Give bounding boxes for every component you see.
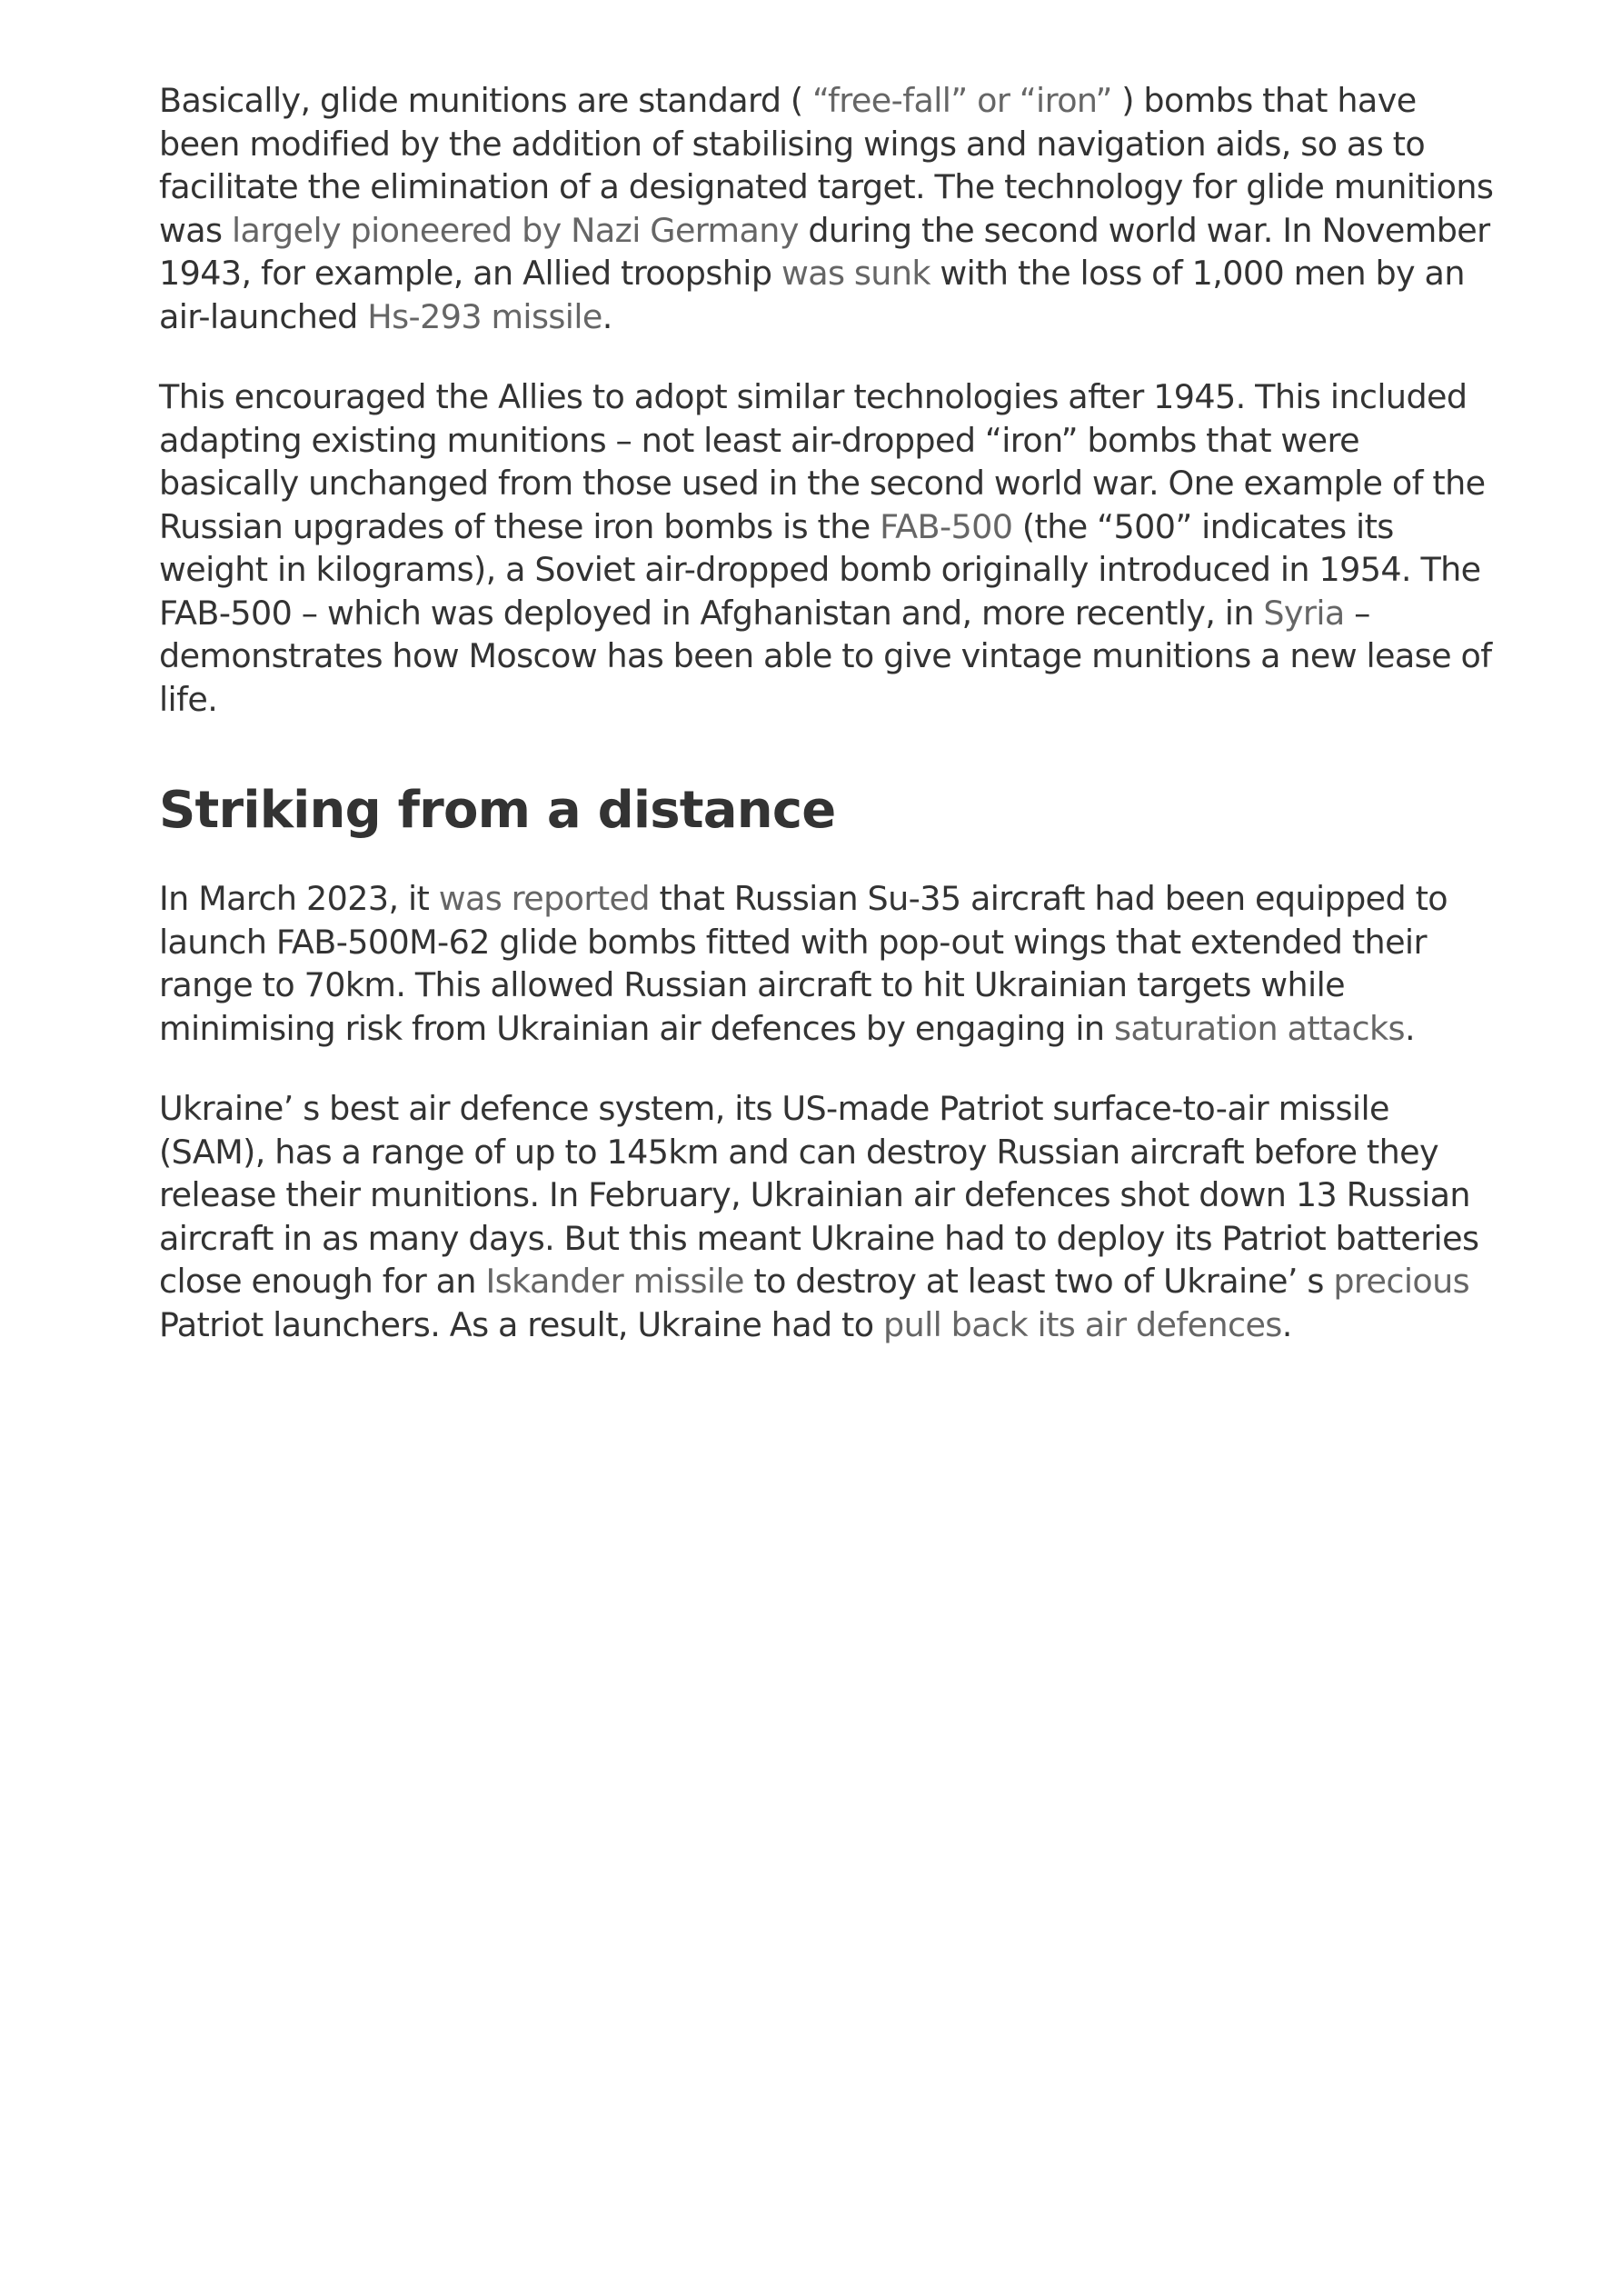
article-paragraph	[159, 375, 1504, 721]
paragraph-text: during the second world war. In November 1943, for example, an Allied troopship	[159, 210, 1490, 293]
paragraphs-after-heading	[159, 877, 1504, 1346]
inline-link[interactable]: Hs-293 missile	[367, 296, 602, 336]
inline-link[interactable]: FAB-500	[880, 506, 1013, 546]
paragraph-text: This encouraged the Allies to adopt similar technologies after 1945. This included adapting existing munitions – not least air-dropped “iron” bombs that were basically unchanged from those used in the second world war. One example of the Russian upgrades of these iron bombs is the	[159, 377, 1486, 546]
paragraph-text: (the “500” indicates its weight in kilograms), a Soviet air-dropped bomb originally introduced in 1954. The FAB-500 – which was deployed in Afghanistan and, more recently, in	[159, 506, 1481, 633]
article-paragraph	[159, 1087, 1504, 1346]
paragraph-text: with the loss of 1,000 men by an air-launched	[159, 254, 1465, 336]
paragraph-text: .	[602, 296, 612, 336]
inline-link[interactable]: saturation attacks	[1113, 1008, 1405, 1048]
paragraph-text: that Russian Su-35 aircraft had been equipped to launch FAB-500M-62 glide bombs fitted with pop-out wings that extended their range to 70km. This allowed Russian aircraft to hit Ukrainian targets while minimising risk from Ukrainian air defences by engaging in	[159, 879, 1448, 1048]
inline-link[interactable]: was sunk	[781, 254, 930, 293]
paragraph-text: Basically, glide munitions are standard (	[159, 81, 813, 120]
article-paragraph	[159, 79, 1504, 338]
paragraph-text: – demonstrates how Moscow has been able to give vintage munitions a new lease of life.	[159, 593, 1492, 719]
section-heading: Striking from a distance	[159, 781, 836, 840]
article-paragraph	[159, 877, 1504, 1050]
paragraph-text: ) bombs that have been modified by the addition of stabilising wings and navigation aids, so as to facilitate the elimination of a designated target. The technology for glide munitions was	[159, 81, 1494, 250]
inline-link[interactable]: precious	[1333, 1262, 1470, 1301]
inline-link[interactable]: Iskander missile	[485, 1262, 744, 1301]
paragraph-text: .	[1281, 1304, 1292, 1344]
paragraph-text: In March 2023, it	[159, 879, 439, 918]
inline-link[interactable]: largely pioneered by Nazi Germany	[231, 210, 799, 250]
article-body	[159, 79, 1504, 1383]
paragraphs-before-heading	[159, 79, 1504, 721]
inline-link[interactable]: Syria	[1263, 593, 1345, 633]
paragraph-text: Ukraine’ s best air defence system, its US-made Patriot surface-to-air missile (SAM), has a range of up to 145km and can destroy Russian aircraft before they release their munitions. In February, Ukrainian air defences shot down 13 Russian aircraft in as many days. But this meant Ukraine had to deploy its Patriot batteries close enough for an	[159, 1089, 1479, 1301]
paragraph-text: to destroy at least two of Ukraine’ s	[743, 1262, 1334, 1301]
paragraph-text: .	[1404, 1008, 1415, 1048]
paragraph-text: Patriot launchers. As a result, Ukraine had to	[159, 1304, 883, 1344]
inline-link[interactable]: pull back its air defences	[883, 1304, 1282, 1344]
inline-link[interactable]: was reported	[438, 879, 650, 918]
inline-link[interactable]: “free-fall” or “iron”	[812, 81, 1112, 120]
